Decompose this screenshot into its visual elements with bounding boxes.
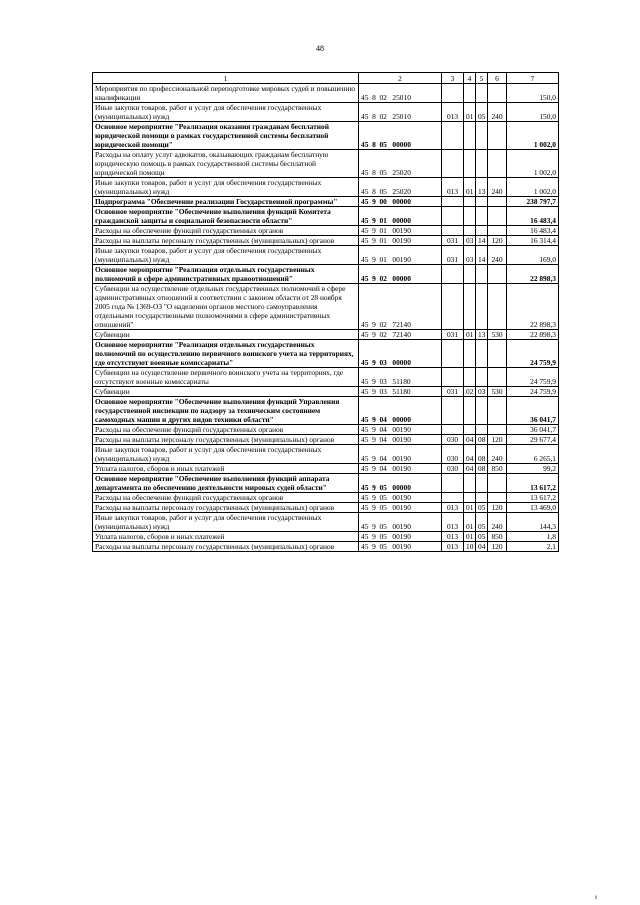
row-col5: 05	[476, 532, 488, 542]
row-col4	[464, 207, 476, 226]
column-header: 7	[507, 73, 559, 84]
table-row	[93, 425, 559, 435]
row-col5	[476, 207, 488, 226]
table-row	[93, 387, 559, 397]
row-name: Иные закупки товаров, работ и услуг для обеспечения государственных (муниципальных) нужд	[93, 178, 359, 197]
row-col3	[442, 340, 464, 368]
row-col4	[464, 265, 476, 284]
row-amount: 36 041,7	[507, 425, 559, 435]
row-code: 45 9 04 00190	[359, 464, 442, 474]
row-col5	[476, 493, 488, 503]
row-amount: 24 759,9	[507, 340, 559, 368]
row-code: 45 9 03 51180	[359, 387, 442, 397]
row-col4: 01	[464, 178, 476, 197]
table-row	[93, 474, 559, 493]
row-col3	[442, 425, 464, 435]
row-amount: 238 797,7	[507, 197, 559, 207]
row-code: 45 8 05 00000	[359, 122, 442, 150]
row-code: 45 9 02 72140	[359, 284, 442, 330]
row-col6: 850	[488, 464, 507, 474]
row-col3: 030	[442, 435, 464, 445]
table-row	[93, 464, 559, 474]
row-col5	[476, 340, 488, 368]
row-col3: 013	[442, 178, 464, 197]
row-col5: 14	[476, 246, 488, 265]
row-col6: 240	[488, 246, 507, 265]
table-row	[93, 513, 559, 532]
row-col4	[464, 397, 476, 425]
row-col6: 120	[488, 236, 507, 246]
row-col5: 13	[476, 178, 488, 197]
table-row	[93, 435, 559, 445]
row-col3: 031	[442, 236, 464, 246]
row-code: 45 8 02 25010	[359, 84, 442, 103]
table-row	[93, 340, 559, 368]
row-code: 45 9 05 00190	[359, 503, 442, 513]
row-amount: 169,0	[507, 246, 559, 265]
row-col3	[442, 284, 464, 330]
row-code: 45 9 02 72140	[359, 330, 442, 340]
row-name: Уплата налогов, сборов и иных платежей	[93, 532, 359, 542]
row-col3: 013	[442, 513, 464, 532]
row-code: 45 9 03 00000	[359, 340, 442, 368]
row-col6: 240	[488, 178, 507, 197]
table-row	[93, 368, 559, 387]
row-col3	[442, 226, 464, 236]
row-col4	[464, 368, 476, 387]
table-row	[93, 542, 559, 552]
row-col4: 03	[464, 236, 476, 246]
row-col3	[442, 207, 464, 226]
row-code: 45 8 02 25010	[359, 103, 442, 122]
table-row	[93, 226, 559, 236]
row-code: 45 9 01 00000	[359, 207, 442, 226]
row-amount: 2,1	[507, 542, 559, 552]
row-name: Основное мероприятие "Реализация отдельных государственных полномочий в сфере административных правоотношений"	[93, 265, 359, 284]
table-row	[93, 103, 559, 122]
column-header: 4	[464, 73, 476, 84]
row-col4	[464, 474, 476, 493]
row-name: Расходы на выплаты персоналу государственных (муниципальных) органов	[93, 542, 359, 552]
row-col5: 13	[476, 330, 488, 340]
table-header-row	[93, 73, 559, 84]
row-code: 45 9 04 00190	[359, 445, 442, 464]
row-col3	[442, 493, 464, 503]
table-row	[93, 122, 559, 150]
row-col5: 05	[476, 103, 488, 122]
row-col4: 02	[464, 387, 476, 397]
row-code: 45 9 01 00190	[359, 236, 442, 246]
table-row	[93, 207, 559, 226]
row-col6	[488, 226, 507, 236]
row-col4	[464, 340, 476, 368]
row-col3: 013	[442, 532, 464, 542]
row-col3: 013	[442, 503, 464, 513]
row-col4	[464, 493, 476, 503]
row-amount: 6 265,1	[507, 445, 559, 464]
row-col6	[488, 122, 507, 150]
row-amount: 22 898,3	[507, 330, 559, 340]
row-name: Иные закупки товаров, работ и услуг для обеспечения государственных (муниципальных) нужд	[93, 246, 359, 265]
row-amount: 144,3	[507, 513, 559, 532]
row-name: Расходы на обеспечение функций государственных органов	[93, 226, 359, 236]
row-name: Иные закупки товаров, работ и услуг для обеспечения государственных (муниципальных) нужд	[93, 103, 359, 122]
row-col4: 10	[464, 542, 476, 552]
row-amount: 29 677,4	[507, 435, 559, 445]
row-col3	[442, 474, 464, 493]
row-code: 45 8 05 25020	[359, 178, 442, 197]
column-header: 1	[93, 73, 359, 84]
row-amount: 1 002,0	[507, 122, 559, 150]
row-amount: 16 483,4	[507, 226, 559, 236]
row-code: 45 9 05 00190	[359, 493, 442, 503]
row-col5	[476, 150, 488, 178]
row-col3: 013	[442, 103, 464, 122]
row-code: 45 9 01 00190	[359, 246, 442, 265]
row-col6	[488, 84, 507, 103]
row-name: Расходы на выплаты персоналу государственных (муниципальных) органов	[93, 236, 359, 246]
row-col3	[442, 397, 464, 425]
row-name: Субвенции	[93, 330, 359, 340]
row-col3: 031	[442, 330, 464, 340]
row-col4: 01	[464, 513, 476, 532]
row-name: Расходы на оплату услуг адвокатов, оказывающих гражданам бесплатную юридическую помощь в рамках государственной системы бесплатной юридической помощи	[93, 150, 359, 178]
table-row	[93, 397, 559, 425]
row-col6	[488, 493, 507, 503]
row-col5	[476, 425, 488, 435]
column-header: 3	[442, 73, 464, 84]
row-col6	[488, 425, 507, 435]
row-col3	[442, 368, 464, 387]
row-name: Основное мероприятие "Обеспечение выполнения функций Комитета гражданской защиты и социальной безопасности области"	[93, 207, 359, 226]
row-col6	[488, 197, 507, 207]
row-col6: 240	[488, 103, 507, 122]
row-code: 45 9 04 00190	[359, 435, 442, 445]
row-col5: 05	[476, 503, 488, 513]
row-col3: 031	[442, 387, 464, 397]
row-code: 45 9 00 00000	[359, 197, 442, 207]
row-code: 45 9 02 00000	[359, 265, 442, 284]
row-col6	[488, 397, 507, 425]
row-amount: 1,8	[507, 532, 559, 542]
row-amount: 13 469,0	[507, 503, 559, 513]
row-col6: 530	[488, 387, 507, 397]
row-col3: 013	[442, 542, 464, 552]
row-col6: 530	[488, 330, 507, 340]
row-name: Основное мероприятие "Реализация оказания гражданам бесплатной юридической помощи в рамках государственной системы бесплатной юридической помощи"	[93, 122, 359, 150]
row-col4	[464, 122, 476, 150]
table-row	[93, 236, 559, 246]
row-col5: 08	[476, 445, 488, 464]
corner-mark: ı	[595, 893, 597, 901]
column-header: 5	[476, 73, 488, 84]
row-col5	[476, 197, 488, 207]
row-col3	[442, 84, 464, 103]
table-row	[93, 445, 559, 464]
table-row	[93, 493, 559, 503]
row-col6: 120	[488, 542, 507, 552]
row-amount: 24 759,9	[507, 387, 559, 397]
page-number: 48	[316, 44, 324, 53]
table-row	[93, 246, 559, 265]
row-name: Расходы на выплаты персоналу государственных (муниципальных) органов	[93, 503, 359, 513]
row-code: 45 9 04 00000	[359, 397, 442, 425]
table-row	[93, 84, 559, 103]
row-col4	[464, 150, 476, 178]
row-col5	[476, 226, 488, 236]
row-col4	[464, 425, 476, 435]
row-col3	[442, 150, 464, 178]
row-amount: 1 002,0	[507, 178, 559, 197]
column-header: 6	[488, 73, 507, 84]
row-amount: 13 617,2	[507, 493, 559, 503]
row-col3	[442, 265, 464, 284]
row-code: 45 9 04 00190	[359, 425, 442, 435]
row-col6	[488, 284, 507, 330]
row-col4	[464, 226, 476, 236]
row-amount: 150,0	[507, 103, 559, 122]
table-row	[93, 330, 559, 340]
row-col5	[476, 265, 488, 284]
row-col6	[488, 207, 507, 226]
table-row	[93, 178, 559, 197]
row-name: Иные закупки товаров, работ и услуг для обеспечения государственных (муниципальных) нужд	[93, 513, 359, 532]
table-row	[93, 150, 559, 178]
row-col6	[488, 474, 507, 493]
row-col5: 03	[476, 387, 488, 397]
row-col6: 120	[488, 435, 507, 445]
row-col6	[488, 150, 507, 178]
row-code: 45 9 05 00000	[359, 474, 442, 493]
row-name: Расходы на обеспечение функций государственных органов	[93, 493, 359, 503]
row-col3	[442, 197, 464, 207]
row-col5: 08	[476, 464, 488, 474]
row-code: 45 9 01 00190	[359, 226, 442, 236]
table-row	[93, 265, 559, 284]
row-col5	[476, 368, 488, 387]
row-amount: 24 759,9	[507, 368, 559, 387]
column-header: 2	[359, 73, 442, 84]
table-row	[93, 197, 559, 207]
row-col5: 05	[476, 513, 488, 532]
row-col4: 04	[464, 435, 476, 445]
row-col6	[488, 265, 507, 284]
row-col5	[476, 397, 488, 425]
row-col4: 01	[464, 330, 476, 340]
budget-table	[92, 72, 559, 552]
row-name: Субвенции на осуществление отдельных государственных полномочий в сфере административных отношений в соответствии с законом области от 28 ноября 2005 года № 1369-ОЗ "О наделении органов местного самоуправления отдельными государственными полномочиями в сфере административных отношений"	[93, 284, 359, 330]
row-amount: 22 898,3	[507, 265, 559, 284]
row-col6: 240	[488, 513, 507, 532]
row-amount: 13 617,2	[507, 474, 559, 493]
row-col3: 030	[442, 464, 464, 474]
row-name: Мероприятия по профессиональной переподготовке мировых судей и повышению квалификации	[93, 84, 359, 103]
row-col6: 850	[488, 532, 507, 542]
row-col3: 031	[442, 246, 464, 265]
row-col5: 08	[476, 435, 488, 445]
row-col4	[464, 84, 476, 103]
row-col4: 01	[464, 532, 476, 542]
row-col6: 240	[488, 445, 507, 464]
row-col6	[488, 368, 507, 387]
row-name: Подпрограмма "Обеспечение реализации Государственной программы"	[93, 197, 359, 207]
row-amount: 36 041,7	[507, 397, 559, 425]
row-col4: 01	[464, 503, 476, 513]
row-col4	[464, 197, 476, 207]
row-amount: 16 314,4	[507, 236, 559, 246]
row-name: Субвенции	[93, 387, 359, 397]
row-col5	[476, 84, 488, 103]
row-code: 45 9 05 00190	[359, 542, 442, 552]
table-row	[93, 284, 559, 330]
row-code: 45 9 03 51180	[359, 368, 442, 387]
row-col6	[488, 340, 507, 368]
row-col3: 030	[442, 445, 464, 464]
row-col3	[442, 122, 464, 150]
row-name: Основное мероприятие "Обеспечение выполнения функций Управления государственной инспекции по надзору за техническим состоянием самоходных машин и других видов техники области"	[93, 397, 359, 425]
row-col4	[464, 284, 476, 330]
row-code: 45 9 05 00190	[359, 532, 442, 542]
row-col5: 04	[476, 542, 488, 552]
row-code: 45 9 05 00190	[359, 513, 442, 532]
row-name: Расходы на выплаты персоналу государственных (муниципальных) органов	[93, 435, 359, 445]
row-col4: 03	[464, 246, 476, 265]
row-code: 45 8 05 25020	[359, 150, 442, 178]
row-col4: 01	[464, 103, 476, 122]
table-row	[93, 532, 559, 542]
row-col5	[476, 122, 488, 150]
row-col5	[476, 284, 488, 330]
row-name: Иные закупки товаров, работ и услуг для обеспечения государственных (муниципальных) нужд	[93, 445, 359, 464]
row-name: Основное мероприятие "Обеспечение выполнения функций аппарата департамента по обеспечению деятельности мировых судей области"	[93, 474, 359, 493]
row-col5: 14	[476, 236, 488, 246]
row-name: Уплата налогов, сборов и иных платежей	[93, 464, 359, 474]
table-row	[93, 503, 559, 513]
row-col6: 120	[488, 503, 507, 513]
row-col4: 04	[464, 464, 476, 474]
row-col4: 04	[464, 445, 476, 464]
row-name: Основное мероприятие "Реализация отдельных государственных полномочий по осуществлению первичного воинского учета на территориях, где отсутствуют военные комиссариаты"	[93, 340, 359, 368]
row-col5	[476, 474, 488, 493]
row-name: Субвенции на осуществление первичного воинского учета на территориях, где отсутствуют военные комиссариаты	[93, 368, 359, 387]
row-name: Расходы на обеспечение функций государственных органов	[93, 425, 359, 435]
row-amount: 99,2	[507, 464, 559, 474]
row-amount: 16 483,4	[507, 207, 559, 226]
row-amount: 150,0	[507, 84, 559, 103]
row-amount: 1 002,0	[507, 150, 559, 178]
row-amount: 22 898,3	[507, 284, 559, 330]
